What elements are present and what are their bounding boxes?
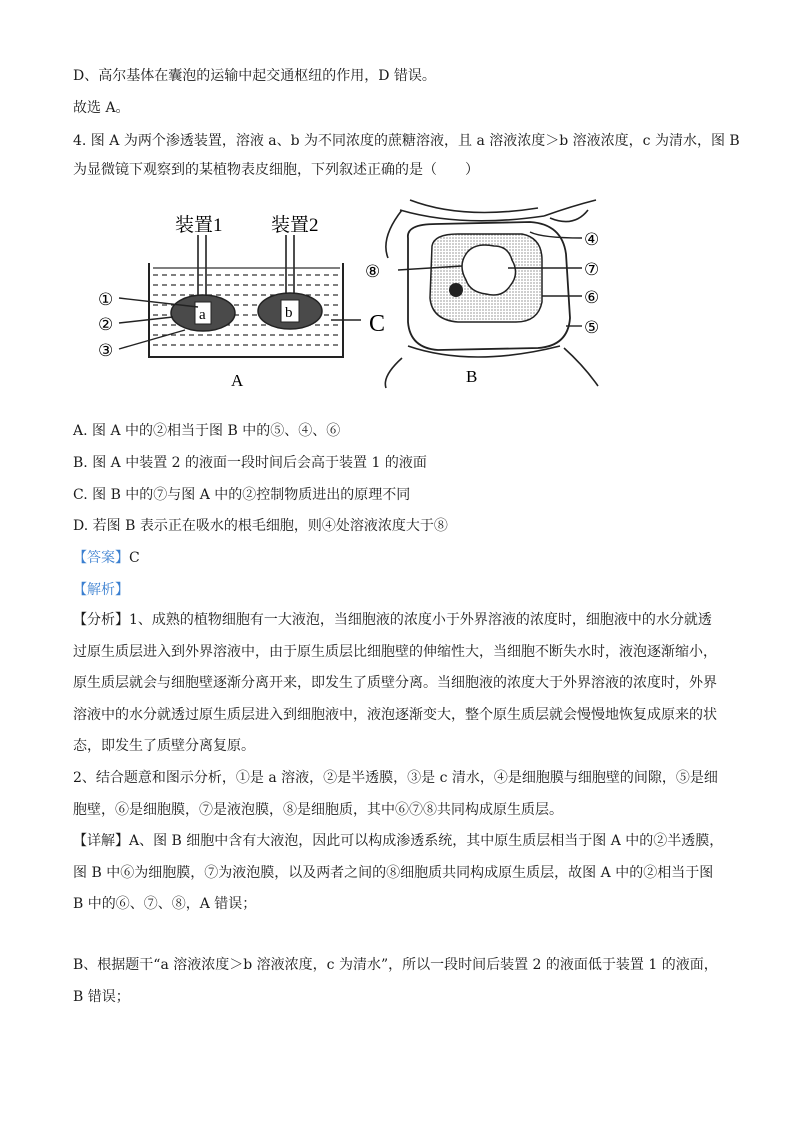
figure-a-osmosis-devices <box>95 205 395 390</box>
device1-label: 装置1 <box>175 215 223 236</box>
detail-paragraph-a <box>73 826 725 921</box>
solution-b-label: b <box>285 305 293 321</box>
marker-3: ③ <box>98 341 114 360</box>
marker-1: ① <box>98 290 114 309</box>
vacuole <box>462 245 516 295</box>
option-c: C. 图 B 中的⑦与图 A 中的②控制物质进出的原理不同 <box>73 487 411 503</box>
device2-label: 装置2 <box>271 215 319 236</box>
marker-5: ⑤ <box>584 318 600 337</box>
text-line: 故选 A。 <box>73 100 130 116</box>
text-line: D、高尔基体在囊泡的运输中起交通枢纽的作用，D 错误。 <box>73 68 436 84</box>
marker-7: ⑦ <box>584 260 600 279</box>
fenxi-header: 【分析】 <box>73 612 129 628</box>
analysis-paragraph-2: 2、结合题意和图示分析，①是 a 溶液，②是半透膜，③是 c 清水，④是细胞膜与细胞壁的间隙，⑤是细胞壁，⑥是细胞膜，⑦是液泡膜，⑧是细胞质，其中⑥⑦⑧共同构成原生质层。 <box>73 770 718 818</box>
detail-paragraph-b: B、根据题干“a 溶液浓度＞b 溶液浓度，c 为清水”，所以一段时间后装置 2 的液面低于装置 1 的液面，B 错误； <box>73 957 718 1005</box>
solution-c-label: C <box>369 311 386 337</box>
analysis-header: 【解析】 <box>73 582 129 598</box>
marker-8: ⑧ <box>365 262 381 281</box>
answer-header: 【答案】 <box>73 550 129 566</box>
option-b: B. 图 A 中装置 2 的液面一段时间后会高于装置 1 的液面 <box>73 455 427 471</box>
figure-b-plant-cell <box>362 198 602 390</box>
marker-6: ⑥ <box>584 288 600 307</box>
marker-4: ④ <box>584 230 600 249</box>
figure-b-caption: B <box>466 367 478 386</box>
option-d: D. 若图 B 表示正在吸水的根毛细胞，则④处溶液浓度大于⑧ <box>73 518 448 534</box>
nucleus <box>449 283 463 297</box>
answer-line <box>73 548 725 568</box>
fenxi-body: 1、成熟的植物细胞有一大液泡，当细胞液的浓度小于外界溶液的浓度时，细胞液中的水分就透过原生质层进入到外界溶液中，由于原生质层比细胞壁的伸缩性大，当细胞不断失水时，液泡逐渐缩小，原生质层就会与细胞壁逐渐分离开来，即发生了质壁分离。当细胞液的浓度大于外界溶液的浓度时，外界溶液中的水分就透过原生质层进入到细胞液中，液泡逐渐变大，整个原生质层就会慢慢地恢复成原来的状态，即发生了质壁分离复原。 <box>73 612 717 754</box>
solution-a-label: a <box>199 307 206 323</box>
analysis-paragraph-1 <box>73 605 725 763</box>
figure-a-caption: A <box>231 371 244 390</box>
detail-header: 【详解】 <box>73 833 129 849</box>
question-stem: 4. 图 A 为两个渗透装置，溶液 a、b 为不同浓度的蔗糖溶液，且 a 溶液浓度＞b 溶液浓度，c 为清水，图 B <box>73 133 740 149</box>
option-a: A. 图 A 中的②相当于图 B 中的⑤、④、⑥ <box>73 423 341 439</box>
detail-a-body: A、图 B 细胞中含有大液泡，因此可以构成渗透系统，其中原生质层相当于图 A 中的②半透膜，图 B 中⑥为细胞膜，⑦为液泡膜，以及两者之间的⑧细胞质共同构成原生质层，故图 A 中的②相当于图 B 中的⑥、⑦、⑧，A 错误； <box>73 833 724 912</box>
marker-2: ② <box>98 315 114 334</box>
question-stem: 为显微镜下观察到的某植物表皮细胞，下列叙述正确的是（ ） <box>73 162 479 178</box>
answer-value: C <box>129 550 140 566</box>
